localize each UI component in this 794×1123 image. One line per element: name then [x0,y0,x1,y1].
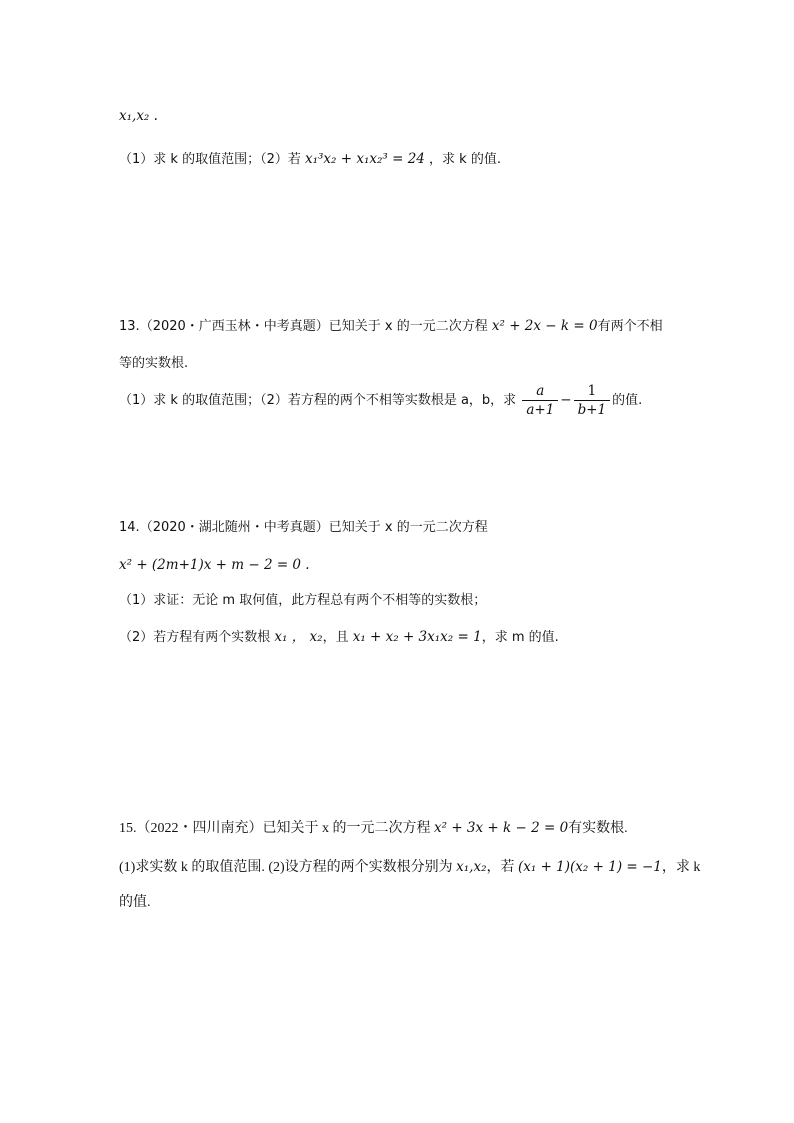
problem-15-text-b: 有实数根. [568,821,628,836]
problem-14-q2-a: （2）若方程有两个实数根 [119,630,271,645]
problem-15-stem [119,818,628,839]
problem-15-q-equation: (x₁ + 1)(x₂ + 1) = −1 [518,859,662,875]
frac1-numerator: a [522,382,558,401]
q12-tail: ，求 k 的值. [429,152,501,167]
problem-15-line3-text: 的值. [119,895,151,910]
problem-13-questions [119,382,642,419]
problem-14-number: 14. [119,520,140,535]
problem-15-number: 15. [119,821,137,836]
problem-14-stem [119,518,488,538]
problem-14-source: （2020・湖北随州・中考真题） [139,520,329,535]
problem-13-q-text: （1）求 k 的取值范围；（2）若方程的两个不相等实数根是 a，b，求 [119,393,517,408]
problem-13-source: （2020・广西玉林・中考真题） [139,319,329,334]
problem-14-equation-line [119,555,310,576]
frac1-denominator: a+1 [526,402,555,418]
problem-15-q-b: ，若 [486,860,515,875]
roots-line [119,106,158,127]
problem-13-equation: x² + 2x − k = 0 [491,318,598,334]
q12-label: （1）求 k 的取值范围；（2）若 [119,152,301,167]
problem-13-stem [119,316,663,337]
problem-13-line2-text: 等的实数根. [119,356,189,371]
problem-13-q-tail: 的值. [612,393,643,408]
problem-14-text: 已知关于 x 的一元二次方程 [328,520,488,535]
problem-15-equation: x² + 3x + k − 2 = 0 [434,820,569,836]
problem-14-q2-equation: x₁ + x₂ + 3x₁x₂ = 1 [352,629,482,645]
problem-15-questions [119,857,700,878]
frac2-denominator: b+1 [577,402,607,418]
problem-14-q1 [119,591,486,611]
problem-13-number: 13. [119,319,140,334]
problem-15-q-c: ，求 k [661,860,701,875]
problem-13-text-b: 有两个不相 [597,319,663,334]
problem-14-q2 [119,627,559,648]
minus-sign: − [560,392,572,408]
problem-14-q2-b: ，且 [322,630,349,645]
problem-13-line2 [119,354,188,374]
problem-14-q2-c: ，求 m 的值. [481,630,559,645]
problem-15-line3 [119,893,151,913]
fraction-1-over-b-plus-1 [574,382,611,419]
problem-15-source: （2022・四川南充） [136,821,263,836]
problem-12-questions [119,149,501,170]
problem-13-text-a: 已知关于 x 的一元二次方程 [328,319,488,334]
problem-14-roots: x₁ ， x₂ [274,629,323,645]
roots-text: x₁,x₂ . [119,108,158,124]
problem-15-text-a: 已知关于 x 的一元二次方程 [262,821,431,836]
q12-equation: x₁³x₂ + x₁x₂³ = 24 [304,151,425,167]
problem-15-q-a: (1)求实数 k 的取值范围. (2)设方程的两个实数根分别为 [119,860,453,875]
problem-15-roots: x₁,x₂ [456,859,487,875]
frac2-numerator: 1 [574,382,611,401]
problem-14-equation: x² + (2m+1)x + m − 2 = 0 . [119,557,310,573]
fraction-a-over-a-plus-1 [522,382,558,419]
problem-14-q1-text: （1）求证：无论 m 取何值，此方程总有两个不相等的实数根； [119,593,487,608]
